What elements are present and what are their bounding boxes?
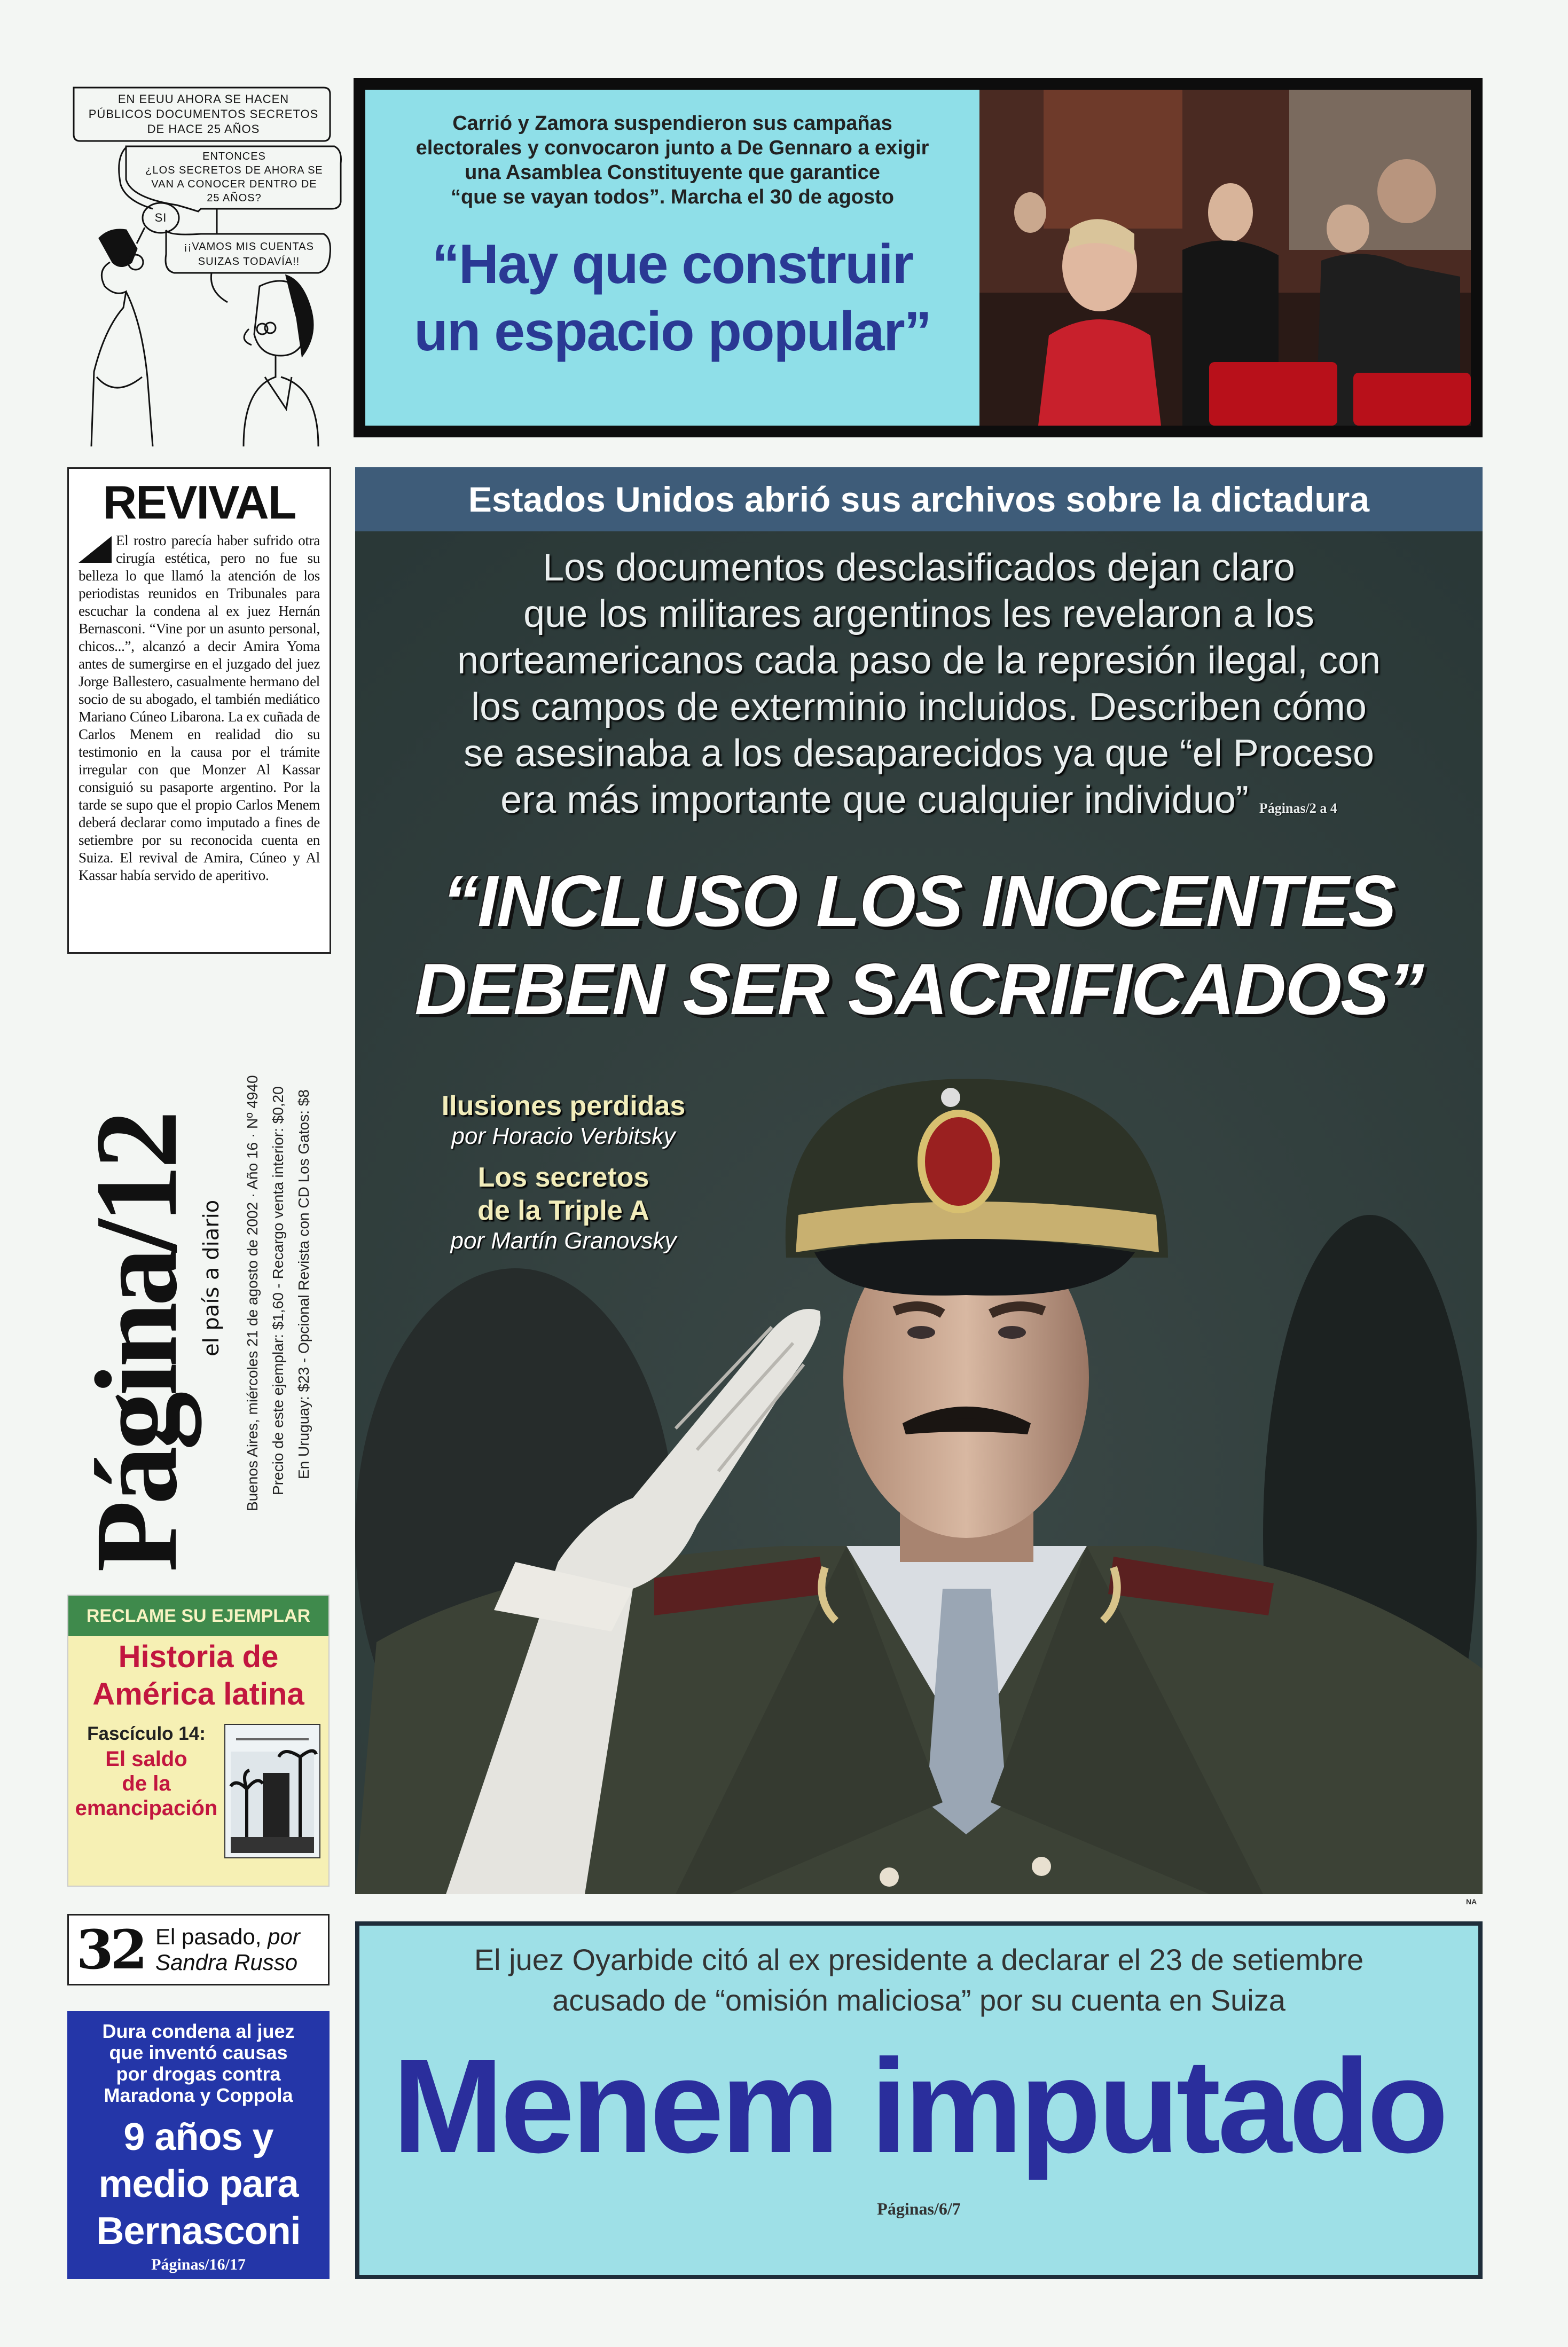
quote-line: “INCLUSO LOS INOCENTES xyxy=(442,860,1395,941)
headline-line: un espacio popular” xyxy=(414,301,931,363)
body-line: era más importante que cualquier individuo” xyxy=(500,779,1249,821)
revival-title xyxy=(79,473,320,532)
promo-fasciculo xyxy=(72,1721,221,1820)
promo-title xyxy=(68,1638,328,1713)
top-story-kicker xyxy=(365,111,979,209)
bubble-line: EN EEUU AHORA SE HACEN xyxy=(117,92,289,106)
article-title[interactable] xyxy=(403,1089,724,1123)
bernasconi-headline xyxy=(67,2114,330,2255)
column-title-text: El pasado, xyxy=(155,1924,262,1949)
bubble-line: PÚBLICOS DOCUMENTOS SECRETOS xyxy=(88,107,319,121)
fasciculo-cover-image xyxy=(224,1724,320,1858)
top-story[interactable] xyxy=(354,78,1483,437)
cartoon xyxy=(67,78,345,446)
top-story-text xyxy=(365,90,979,426)
top-story-photo xyxy=(979,90,1471,426)
headline-text: Menem imputado xyxy=(392,2031,1446,2180)
body-line: los campos de exterminio incluidos. Describen cómo xyxy=(471,686,1367,728)
kicker-line: electorales y convocaron junto a De Gennaro a exigir xyxy=(415,137,929,159)
edition-price: Precio de este ejemplar: $1,60 - Recargo venta interior: $0,20 xyxy=(270,1086,286,1495)
kicker-line: una Asamblea Constituyente que garantice xyxy=(465,161,880,184)
main-story[interactable] xyxy=(355,467,1483,1894)
revival-title-text: REVIVAL xyxy=(103,476,296,529)
bubble-line: ENTONCES xyxy=(202,151,266,162)
column-teaser[interactable] xyxy=(67,1914,330,1985)
article-author: por Martín Granovsky xyxy=(450,1228,677,1254)
bottom-story-headline xyxy=(359,2026,1478,2186)
bernasconi-pages: Páginas/16/17 xyxy=(151,2256,246,2273)
body-line: se asesinaba a los desaparecidos ya que “el Proceso xyxy=(463,732,1375,775)
speech-bubble-4 xyxy=(171,239,326,269)
promo-band-text: RECLAME SU EJEMPLAR xyxy=(86,1606,311,1626)
historia-promo[interactable] xyxy=(67,1595,330,1887)
article-title[interactable] xyxy=(403,1161,724,1227)
body-line: que los militares argentinos les revelaron a los xyxy=(523,593,1314,635)
column-by: por xyxy=(268,1924,300,1949)
photo-credit: NA xyxy=(1466,1897,1477,1906)
bottom-story[interactable] xyxy=(355,1921,1483,2279)
bottom-story-kicker xyxy=(359,1940,1478,2021)
main-story-pages: Páginas/2 a 4 xyxy=(1259,800,1337,816)
kicker-line: Maradona y Coppola xyxy=(104,2084,293,2106)
quote-line: DEBEN SER SACRIFICADOS” xyxy=(414,948,1423,1030)
edition-info xyxy=(240,977,320,1511)
masthead-tagline: el país a diario xyxy=(199,1199,224,1356)
triangle-bullet-icon xyxy=(79,536,112,563)
kicker-line: Carrió y Zamora suspendieron sus campañas xyxy=(452,112,892,135)
headline-line: Bernasconi xyxy=(96,2210,301,2252)
kicker-line: “que se vayan todos”. Marcha el 30 de agosto xyxy=(451,186,894,208)
kicker-line: por drogas contra xyxy=(116,2063,281,2085)
promo-band xyxy=(68,1596,328,1636)
edition-uruguay: En Uruguay: $23 - Opcional Revista con CD Los Gatos: $8 xyxy=(295,1089,312,1479)
bernasconi-kicker xyxy=(67,2021,330,2106)
article-title-line: Ilusiones perdidas xyxy=(441,1090,686,1121)
bubble-line: SUIZAS TODAVÍA!! xyxy=(198,256,300,268)
main-story-header xyxy=(355,467,1483,531)
headline-line: 9 años y xyxy=(123,2116,273,2158)
fasciculo-title: de la xyxy=(122,1772,171,1795)
speech-bubble-1 xyxy=(78,92,329,137)
revival-body: El rostro parecía haber sufrido otra cirugía estética, pero no fue su belleza lo que llamó la atención de los periodistas reunidos en Tribunales para escuchar la condena al ex juez Hernán Bernasconi. “Vine por un asunto personal, chicos...”, alcanzó a decir Amira Yoma antes de sumergirse en el juzgado del juez Jorge Ballestero, casualmente hermano del socio de su abogado, el también mediático Mariano Cúneo Libarona. La ex cuñada de Carlos Menem en realidad dio su testimonio en la causa por el trámite irregular con que Monzer Al Kassar consiguió su pasaporte argentino. Por la tarde se supo que el propio Carlos Menem deberá declarar como imputado a fines de setiembre por su reconocida cuenta en Suiza. El revival de Amira, Cúneo y Al Kassar había servido de aperitivo. xyxy=(79,532,320,883)
fasciculo-number: Fascículo 14: xyxy=(87,1723,206,1744)
bubble-line: DE HACE 25 AÑOS xyxy=(147,122,260,136)
main-header-text: Estados Unidos abrió sus archivos sobre la dictadura xyxy=(468,480,1370,519)
related-articles xyxy=(403,1089,724,1266)
body-line: Los documentos desclasificados dejan claro xyxy=(543,546,1295,589)
speech-bubble-3: SI xyxy=(154,211,167,224)
bubble-line: ¡¡VAMOS MIS CUENTAS xyxy=(184,241,314,253)
main-story-quote xyxy=(355,857,1483,1033)
article-title-line: Los secretos xyxy=(477,1162,649,1193)
fasciculo-title: emancipación xyxy=(75,1796,218,1820)
masthead-logo: Página/12 xyxy=(71,1114,201,1572)
bottom-story-pages: Páginas/6/7 xyxy=(877,2199,961,2218)
article-title-line: de la Triple A xyxy=(477,1195,649,1226)
bubble-line: ¿LOS SECRETOS DE AHORA SE xyxy=(145,164,323,176)
kicker-line: que inventó causas xyxy=(109,2042,288,2063)
kicker-line: El juez Oyarbide citó al ex presidente a declarar el 23 de setiembre xyxy=(474,1943,1364,1976)
edition-date: Buenos Aires, miércoles 21 de agosto de 2002 · Año 16 · Nº 4940 xyxy=(244,1075,261,1511)
bubble-line: VAN A CONOCER DENTRO DE xyxy=(151,178,317,190)
column-author: Sandra Russo xyxy=(155,1950,298,1975)
kicker-line: acusado de “omisión maliciosa” por su cuenta en Suiza xyxy=(552,1983,1285,2017)
bubble-line: 25 AÑOS? xyxy=(207,192,262,204)
promo-title-line: América latina xyxy=(92,1677,304,1712)
promo-title-line: Historia de xyxy=(118,1639,279,1674)
speech-bubble-2 xyxy=(129,150,340,205)
bernasconi-story[interactable] xyxy=(67,2011,330,2279)
body-line: norteamericanos cada paso de la represión ilegal, con xyxy=(457,639,1381,682)
revival-column[interactable] xyxy=(67,467,331,954)
revival-text xyxy=(79,532,320,884)
fasciculo-title: El saldo xyxy=(105,1747,187,1771)
main-story-body xyxy=(355,545,1483,831)
kicker-line: Dura condena al juez xyxy=(102,2020,295,2042)
column-title xyxy=(155,1924,300,1975)
headline-line: “Hay que construir xyxy=(432,233,913,295)
column-page-number: 32 xyxy=(76,1918,145,1981)
top-story-headline xyxy=(365,231,979,365)
article-author: por Horacio Verbitsky xyxy=(451,1123,676,1149)
headline-line: medio para xyxy=(98,2163,299,2205)
